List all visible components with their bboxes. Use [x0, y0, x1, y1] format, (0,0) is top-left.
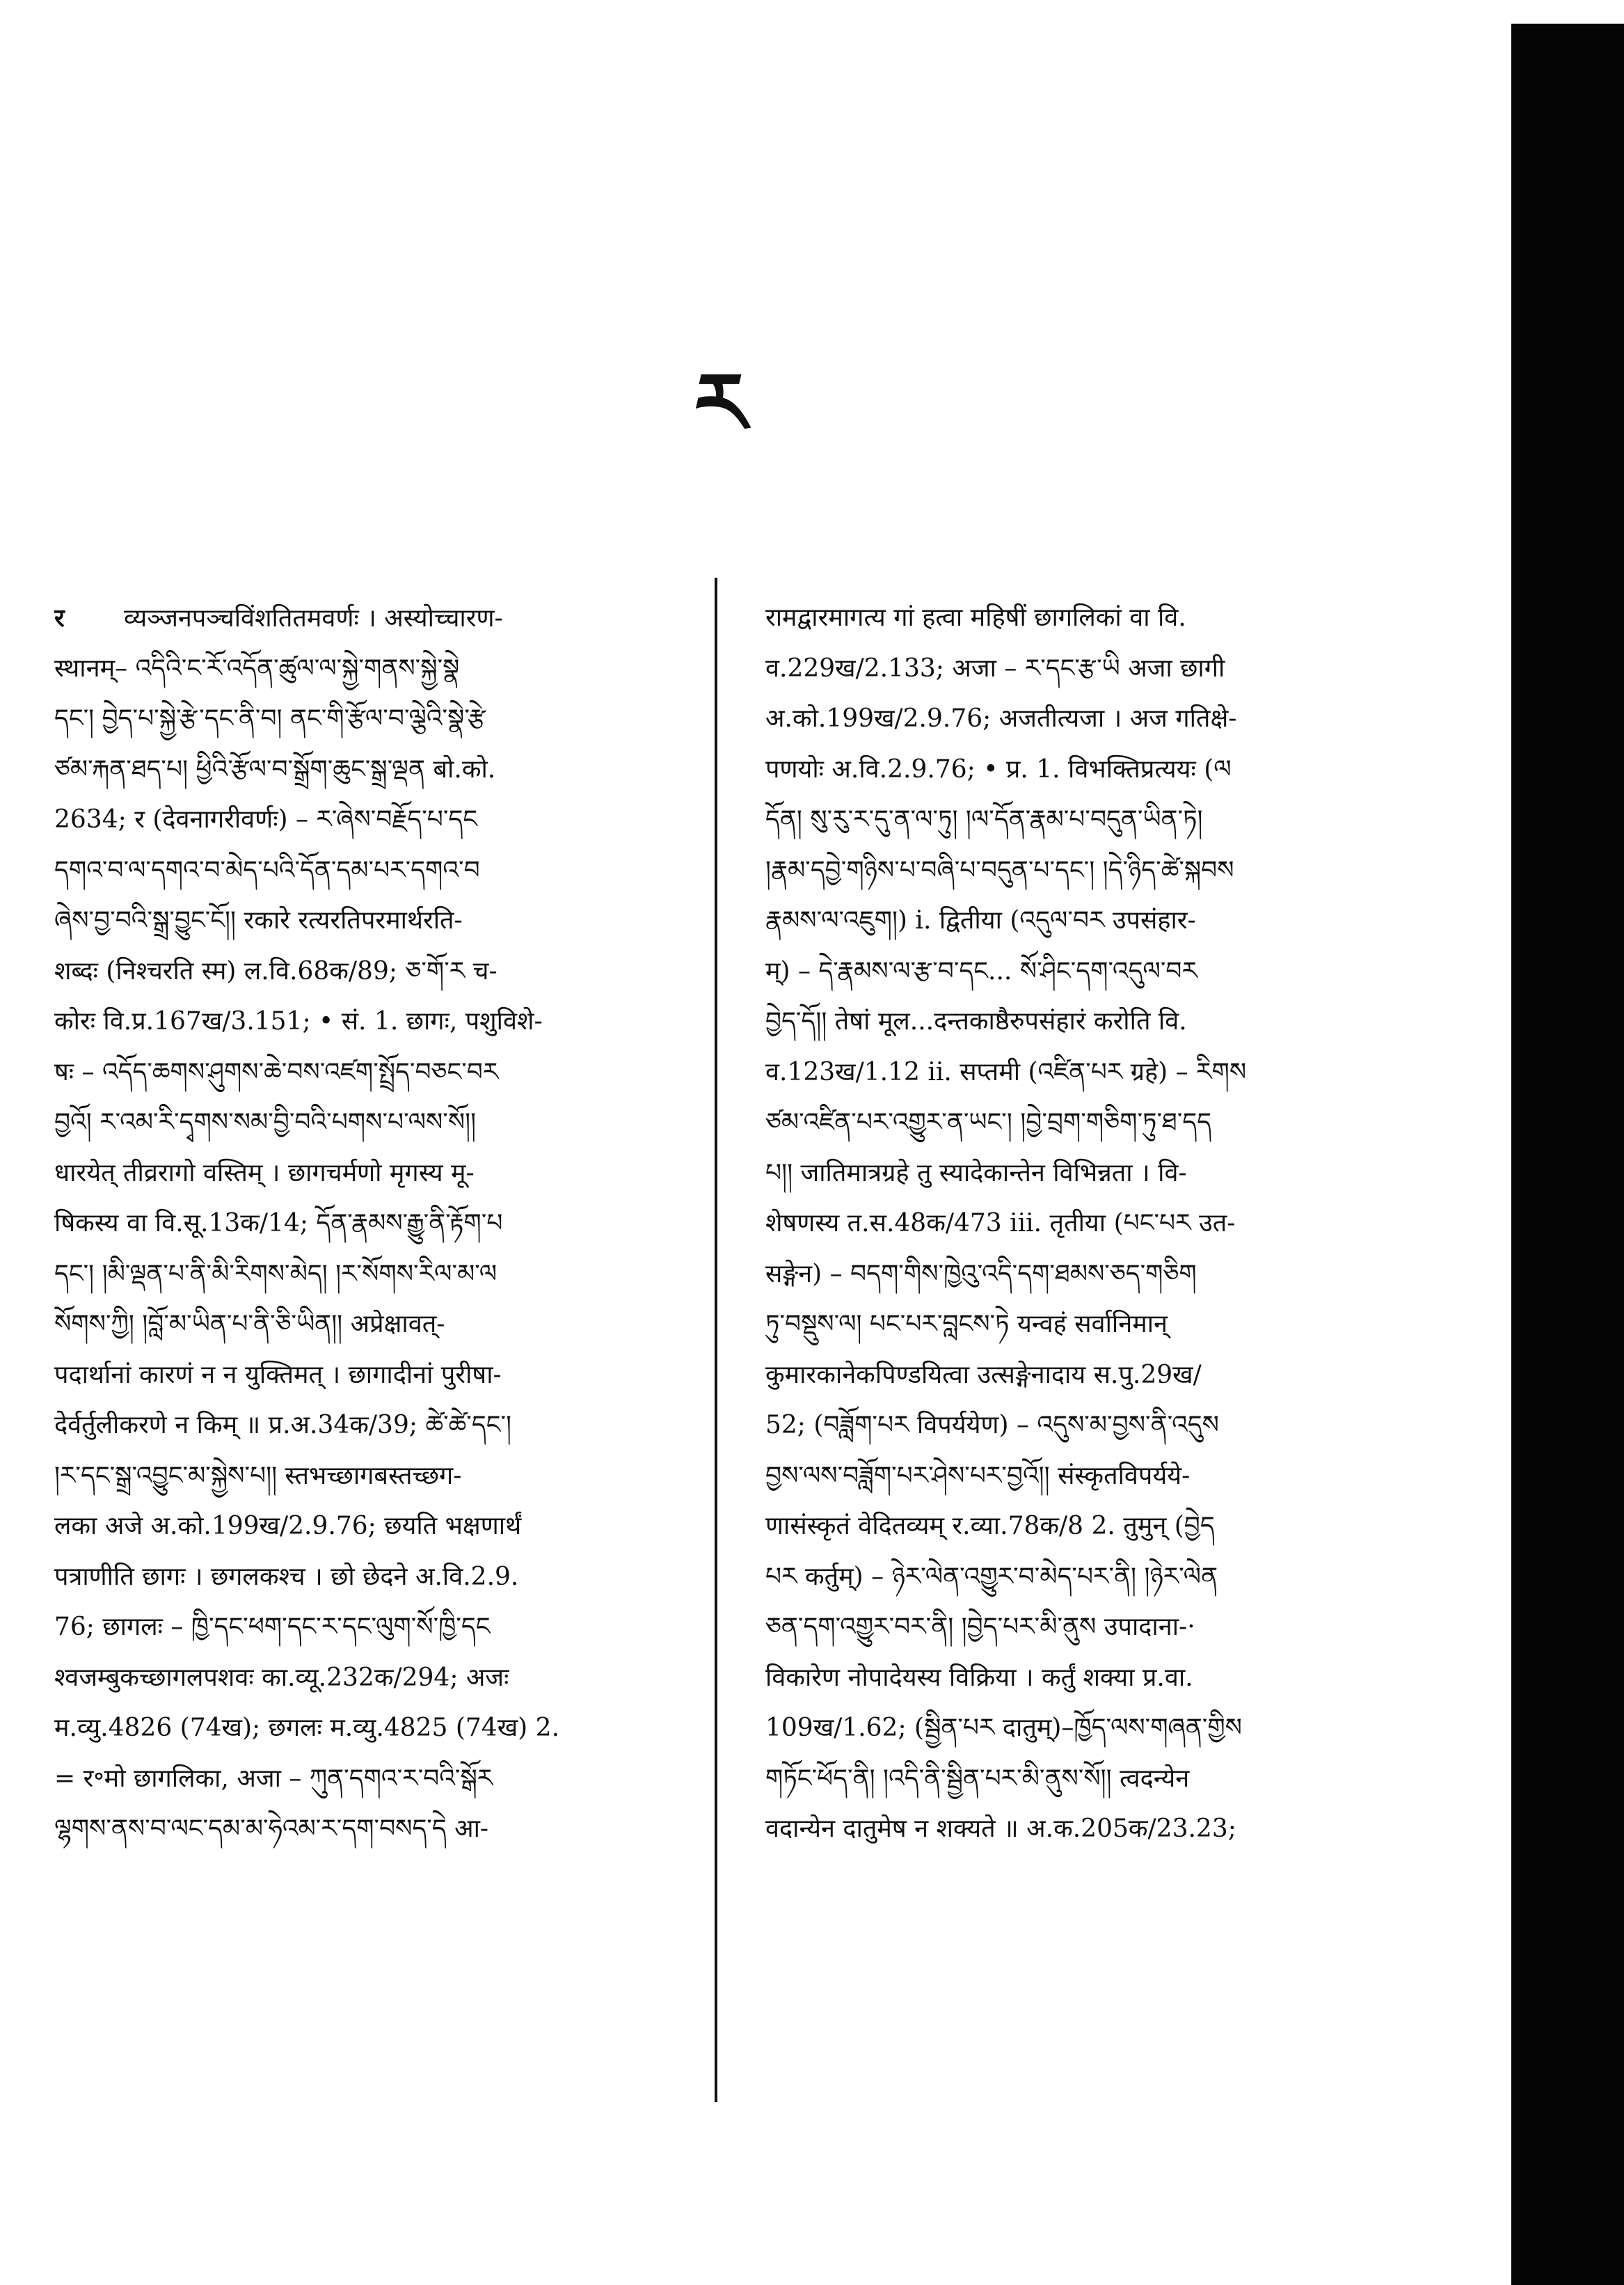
text-line: पदार्थानां कारणं न न युक्तिमत् । छागादीनां पुरीषा- — [54, 1360, 502, 1389]
text-line: शेषणस्य त.स.48क/473 iii. तृतीया (པང་པར उत- — [765, 1209, 1236, 1238]
text-line: བྱའོ། ར་འམ་རི་དྭགས་སམ་བྱི་བའི་པགས་པ་ལས་སོ།། — [54, 1108, 477, 1137]
text-line: ཙམ་རྐན་ཐད་པ། ཕྱིའི་རྩོལ་བ་སྒྲོག་ཆུང་སྒྲ་ལྡན बो.को. — [54, 754, 496, 784]
scanner-edge-bar — [1511, 24, 1624, 2285]
text-line: धारयेत् तीव्ररागो वस्तिम् । छागचर्मणो मृगस्य मू- — [54, 1158, 475, 1187]
text-line: व.229ख/2.133; अजा – ར་དང་རྩ་ཡི अजा छागी — [765, 654, 1225, 683]
text-line: བྱེད་དོ།། तेषां मूल...दन्तकाष्ठैरुपसंहारं करोति वि. — [765, 1007, 1187, 1036]
text-line: कुमारकानेकपिण्डयित्वा उत्सङ्गेनादाय स.पु.29ख/ — [765, 1360, 1202, 1389]
text-line: देर्वर्तुलीकरणे न किम् ॥ प्र.अ.34क/39; ཚེ་ཚེ་དང་། — [54, 1411, 511, 1439]
right-column — [765, 593, 1412, 2110]
text-line: श्वजम्बुकच्छागलपशवः का.व्यू.232क/294; अजः — [54, 1663, 509, 1692]
text-line: 2634; र (देवनागरीवर्णः) – ར་ཞེས་བརྗོད་པ་དང — [54, 805, 478, 834]
text-line: विकारेण नोपादेयस्य विक्रिया । कर्तुं शक्या प्र.वा. — [765, 1663, 1193, 1692]
text-line: 109ख/1.62; (སྦྱིན་པར दातुम्)–ཁྱོད་ལས་གཞན་གྱིས — [765, 1714, 1242, 1742]
text-line: ཅན་དག་འགྱུར་བར་ནི། །བྱེད་པར་མི་ནུས उपादाना-· — [765, 1613, 1195, 1641]
section-letter-heading: ར — [694, 354, 747, 452]
text-line — [54, 593, 701, 644]
text-line: सङ्गेन) – བདག་གིས་ཁྱེའུ་འདི་དག་ཐམས་ཅད་གཅིག — [765, 1259, 1197, 1288]
text-line: शब्दः (निश्चरति स्म) ल.वि.68क/89; ཅ་གོ་ར च- — [54, 956, 497, 986]
text-line: བྱས་ལས་བཟློག་པར་ཤེས་པར་བྱའོ།། संस्कृतविपर्यये- — [765, 1461, 1191, 1490]
text-line: པ།། जातिमात्रग्रहे तु स्यादेकान्तेन विभिन्नता । वि- — [765, 1158, 1187, 1187]
text-line: अ.को.199ख/2.9.76; अजतीत्यजा । अज गतिक्षे- — [765, 704, 1237, 733]
text-line: 76; छागलः – ཁྱི་དང་ཕག་དང་ར་དང་ལུག་སོ་ཁྱི་དང — [54, 1613, 491, 1641]
text-line: कोरः वि.प्र.167ख/3.151; • सं. 1. छागः, पशुविशे- — [54, 1007, 543, 1036]
text-line: षिकस्य वा वि.सू.13क/14; དོན་རྣམས་རྒྱུ་ནི་རྟོག་པ — [54, 1209, 503, 1238]
text-line: དགའ་བ་ལ་དགའ་བ་མེད་པའི་དོན་དམ་པར་དགའ་བ — [54, 855, 480, 885]
text-line: 52; (བཟློག་པར विपर्ययेण) – འདུས་མ་བྱས་ནི་འདུས — [765, 1411, 1219, 1439]
left-column — [54, 593, 701, 2110]
column-divider — [715, 578, 717, 2102]
text-line: དང་། བྱེད་པ་སྐྱེ་རྩེ་དང་ནི་བ། ནང་གི་རྩོལ་བ་ལྕེའི་སྣེ་རྩེ — [54, 704, 486, 733]
text-line: णासंस्कृतं वेदितव्यम् र.व्या.78क/8 2. तुमुन् (བྱེད — [765, 1512, 1215, 1540]
text-line: म.व्यु.4826 (74ख); छगलः म.व्यु.4825 (74ख) 2. — [54, 1714, 560, 1742]
text-line: སོགས་ཀྱི། །བློ་མ་ཡིན་པ་ནི་ཅི་ཡིན།། अप्रेक्षावत्- — [54, 1310, 445, 1338]
text-line: །རྣམ་དབྱེ་གཉིས་པ་བཞི་པ་བདུན་པ་དང་། །དེ་ཉིད་ཚེ་སྐབས — [765, 855, 1234, 885]
text-line: षः – འདོད་ཆགས་ཤུགས་ཆེ་བས་འཛག་སྤྲོད་བཅང་བར — [54, 1057, 499, 1086]
text-line: རྣམས་ལ་འཇུག།) i. द्वितीया (འདུལ་བར उपसंहार- — [765, 906, 1196, 935]
line-text: व्यञ्जनपञ्चविंशतितमवर्णः । अस्योच्चारण- — [124, 604, 503, 633]
text-line: གཏོང་ཕོད་ནི། །འདི་ནི་སྦྱིན་པར་མི་ནུས་སོ།། त्वदन्येन — [765, 1764, 1190, 1793]
text-line: स्थानम्– འདིའི་ང་རོ་འདོན་ཚུལ་ལ་སྐྱེ་གནས་སྐྱེ་སྣེ — [54, 654, 460, 683]
text-line: དང་། །མི་ལྡན་པ་ནི་མི་རིགས་མེད། །ར་སོགས་རིལ་མ་ལ — [54, 1259, 497, 1288]
text-line: व.123ख/1.12 ii. सप्तमी (འཛིན་པར ग्रहे) – རིགས — [765, 1057, 1247, 1086]
text-line: पणयोः अ.वि.2.9.76; • प्र. 1. विभक्तिप्रत्ययः (ལ — [765, 754, 1232, 784]
text-line: म्) – དེ་རྣམས་ལ་རྩ་བ་དང... སོ་ཤིང་དག་འདུལ་བར — [765, 956, 1197, 986]
text-line: ཏུ་བསྡུས་ལ། པང་པར་བླངས་ཏེ यन्वहं सर्वानिमान् — [765, 1310, 1168, 1338]
text-line: ཙམ་འཛིན་པར་འགྱུར་ན་ཡང་། །བྱེ་བྲག་གཅིག་ཏུ་ཐ་དད — [765, 1108, 1212, 1137]
text-line: ཞེས་བྱ་བའི་སྒྲ་བྱུང་ངོ།། रकारे रत्यरतिपरमार्थरति- — [54, 906, 463, 935]
text-line: वदान्येन दातुमेष न शक्यते ॥ अ.क.205क/23.23; — [765, 1814, 1236, 1843]
text-line: །ར་དང་སྒྲ་འབྱུང་མ་སྐྱེས་པ།། स्तभच्छागबस्तच्छग- — [54, 1461, 462, 1490]
text-line: लका अजे अ.को.199ख/2.9.76; छयति भक्षणार्थं — [54, 1512, 522, 1540]
text-line: ལྷགས་ནས་བ་ལང་དམ་མ་ཧེའམ་ར་དག་བསད་དེ आ- — [54, 1814, 489, 1843]
text-line: པར कर्तुम्) – ཉེར་ལེན་འགྱུར་བ་མེད་པར་ནི། །ཉེར་ལེན — [765, 1562, 1218, 1591]
text-line: དོན། སུ་རུ་ར་དུ་ན་ལ་ཏུ། །ལ་དོན་རྣམ་པ་བདུན་ཡིན་ཏེ། — [765, 805, 1203, 834]
entry-headword: र — [54, 603, 65, 633]
text-line: पत्राणीति छागः । छगलकश्च । छो छेदने अ.वि.2.9. — [54, 1562, 519, 1591]
text-line: = र॰मो छागलिका, अजा – ཀུན་དགའ་ར་བའི་སྒོར — [54, 1764, 493, 1793]
text-line: रामद्वारमागत्य गां हत्वा महिषीं छागलिकां वा वि. — [765, 603, 1186, 632]
